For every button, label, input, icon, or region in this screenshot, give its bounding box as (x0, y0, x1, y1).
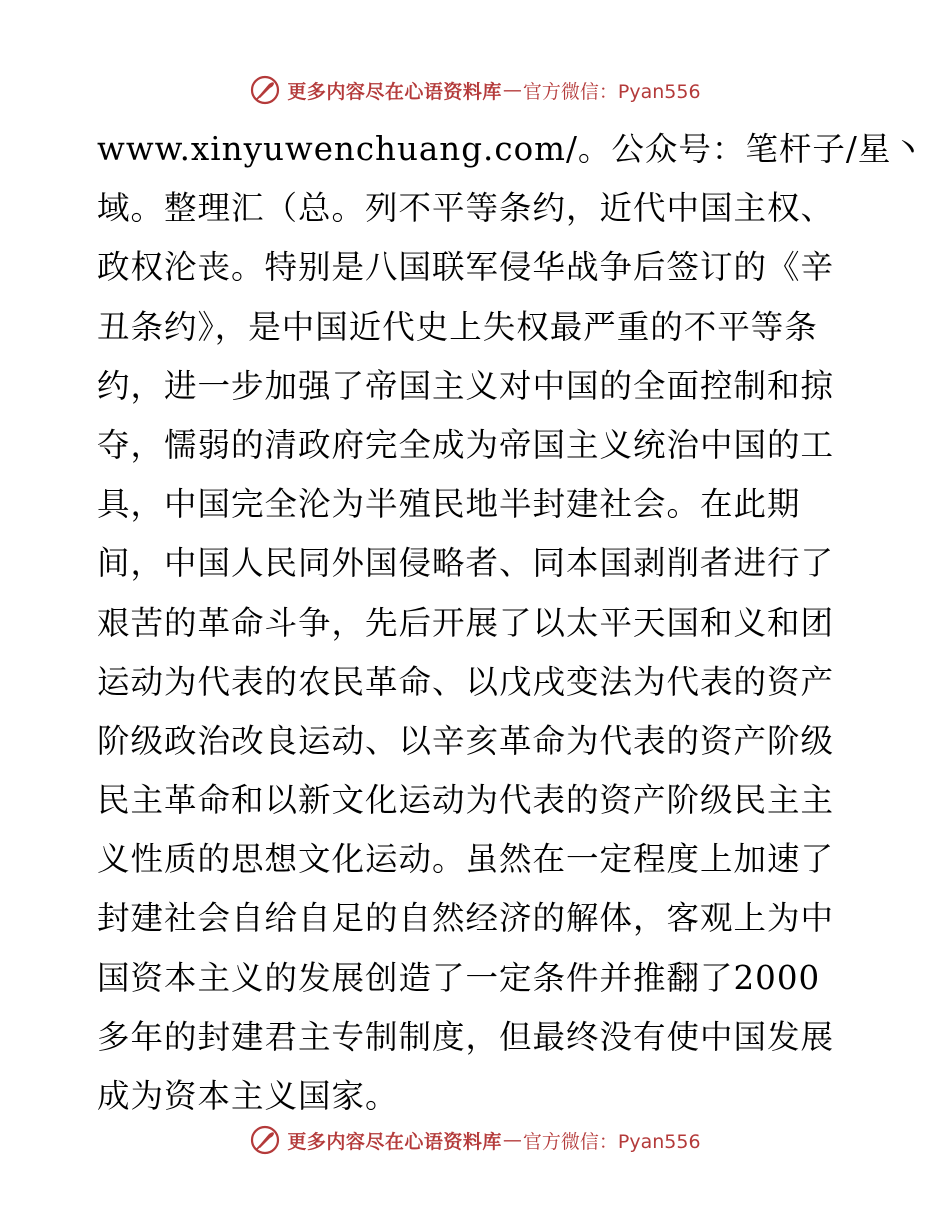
body-line: 成为资本主义国家。 (97, 1077, 399, 1115)
body-line: 政权沦丧。特别是八国联军侵华战争后签订的《辛 (97, 248, 835, 287)
footer-main-text: 更多内容尽在心语资料库 (287, 1130, 502, 1153)
footer-dash: — (502, 1129, 522, 1151)
body-line: 艰苦的革命斗争，先后开展了以太平天国和义和团 (97, 603, 835, 642)
body-line: 义性质的思想文化运动。虽然在一定程度上加速了 (97, 840, 835, 879)
body-line: 间，中国人民同外国侵略者、同本国剥削者进行了 (97, 544, 835, 583)
body-line: 封建社会自给自足的自然经济的解体，客观上为中 (97, 899, 835, 938)
footer-wechat-text: 官方微信：Pyan556 (522, 1130, 701, 1153)
header-wechat-text: 官方微信：Pyan556 (522, 80, 701, 103)
body-line: 丑条约》，是中国近代史上失权最严重的不平等条 (97, 307, 818, 346)
header-banner (0, 70, 950, 110)
body-line: 约，进一步加强了帝国主义对中国的全面控制和掠 (97, 366, 835, 405)
body-line: 夺，懦弱的清政府完全成为帝国主义统治中国的工 (97, 425, 835, 464)
body-line: 具，中国完全沦为半殖民地半封建社会。在此期 (97, 485, 801, 524)
body-line: 多年的封建君主专制制度，但最终没有使中国发展 (97, 1017, 835, 1056)
header-main-text: 更多内容尽在心语资料库 (287, 80, 502, 103)
footer-banner (0, 1120, 950, 1160)
feather-pen-logo-icon (249, 1124, 281, 1156)
body-line: 阶级政治改良运动、以辛亥革命为代表的资产阶级 (97, 721, 835, 760)
feather-pen-logo-icon (249, 74, 281, 106)
body-line: 域。整理汇（总。列不平等条约，近代中国主权、 (97, 189, 835, 228)
document-body (97, 120, 925, 1126)
body-line: 民主革命和以新文化运动为代表的资产阶级民主主 (97, 781, 835, 820)
body-line: 运动为代表的农民革命、以戊戌变法为代表的资产 (97, 662, 835, 701)
body-line: www.xinyuwenchuang.com/。公众号：笔杆子/星丶 (97, 130, 925, 168)
header-dash: — (502, 79, 522, 101)
body-line: 国资本主义的发展创造了一定条件并推翻了2000 (97, 958, 821, 997)
